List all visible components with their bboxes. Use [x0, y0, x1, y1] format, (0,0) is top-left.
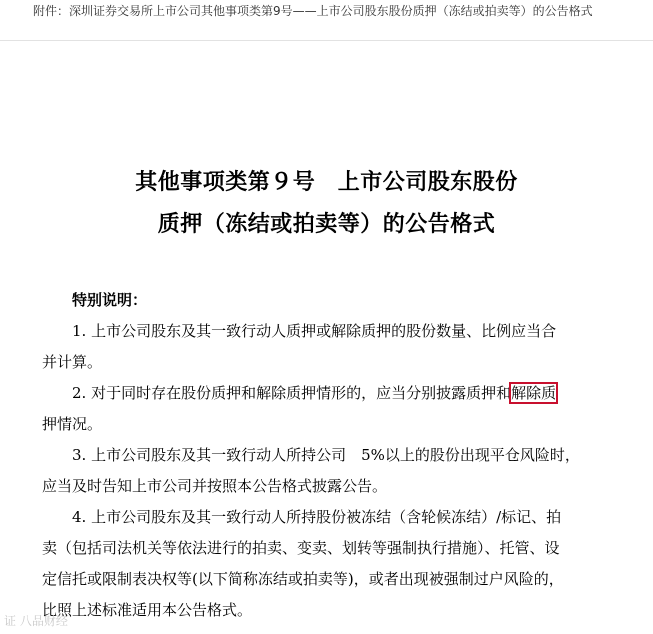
header-divider [0, 40, 653, 41]
note-item-4-line-4: 比照上述标准适用本公告格式。 [42, 601, 253, 619]
note-item-4 [42, 502, 598, 626]
note-item-3 [42, 440, 598, 502]
note-item-2 [42, 378, 598, 440]
note-item-4-line-3: 定信托或限制表决权等(以下简称冻结或拍卖等)，或者出现被强制过户风险的， [42, 570, 564, 588]
note-item-3-line-1: 3. 上市公司股东及其一致行动人所持公司 5%以上的股份出现平仓风险时， [72, 446, 580, 464]
note-item-1 [42, 316, 598, 378]
watermark-logo: 证 八品财经 [4, 614, 68, 628]
note-item-1-line-2: 并计算。 [42, 353, 103, 371]
document-title-line-1: 其他事项类第９号 上市公司股东股份 [135, 169, 518, 195]
note-item-4-line-2: 卖（包括司法机关等依法进行的拍卖、变卖、划转等强制执行措施）、托管、设 [42, 539, 560, 557]
special-notes-label: 特别说明： [72, 291, 148, 309]
highlighted-phrase: 解除质 [511, 384, 557, 402]
note-item-2-line-1-text: 2. 对于同时存在股份质押和解除质押情形的，应当分别披露质押和 [72, 384, 512, 402]
note-item-3-line-2: 应当及时告知上市公司并按照本公告格式披露公告。 [42, 477, 388, 495]
attachment-header [0, 0, 653, 40]
note-item-2-line-2: 押情况。 [42, 415, 103, 433]
document-title-line-2: 质押（冻结或拍卖等）的公告格式 [157, 211, 496, 237]
note-item-2-line-1 [72, 378, 598, 409]
note-item-1-line-1: 1. 上市公司股东及其一致行动人质押或解除质押的股份数量、比例应当合 [72, 322, 557, 340]
note-item-4-line-1: 4. 上市公司股东及其一致行动人所持股份被冻结（含轮候冻结）/标记、拍 [72, 508, 562, 526]
attachment-header-text: 附件：深圳证券交易所上市公司其他事项类第9号——上市公司股东股份质押（冻结或拍卖等）的公告格式 [33, 4, 593, 18]
